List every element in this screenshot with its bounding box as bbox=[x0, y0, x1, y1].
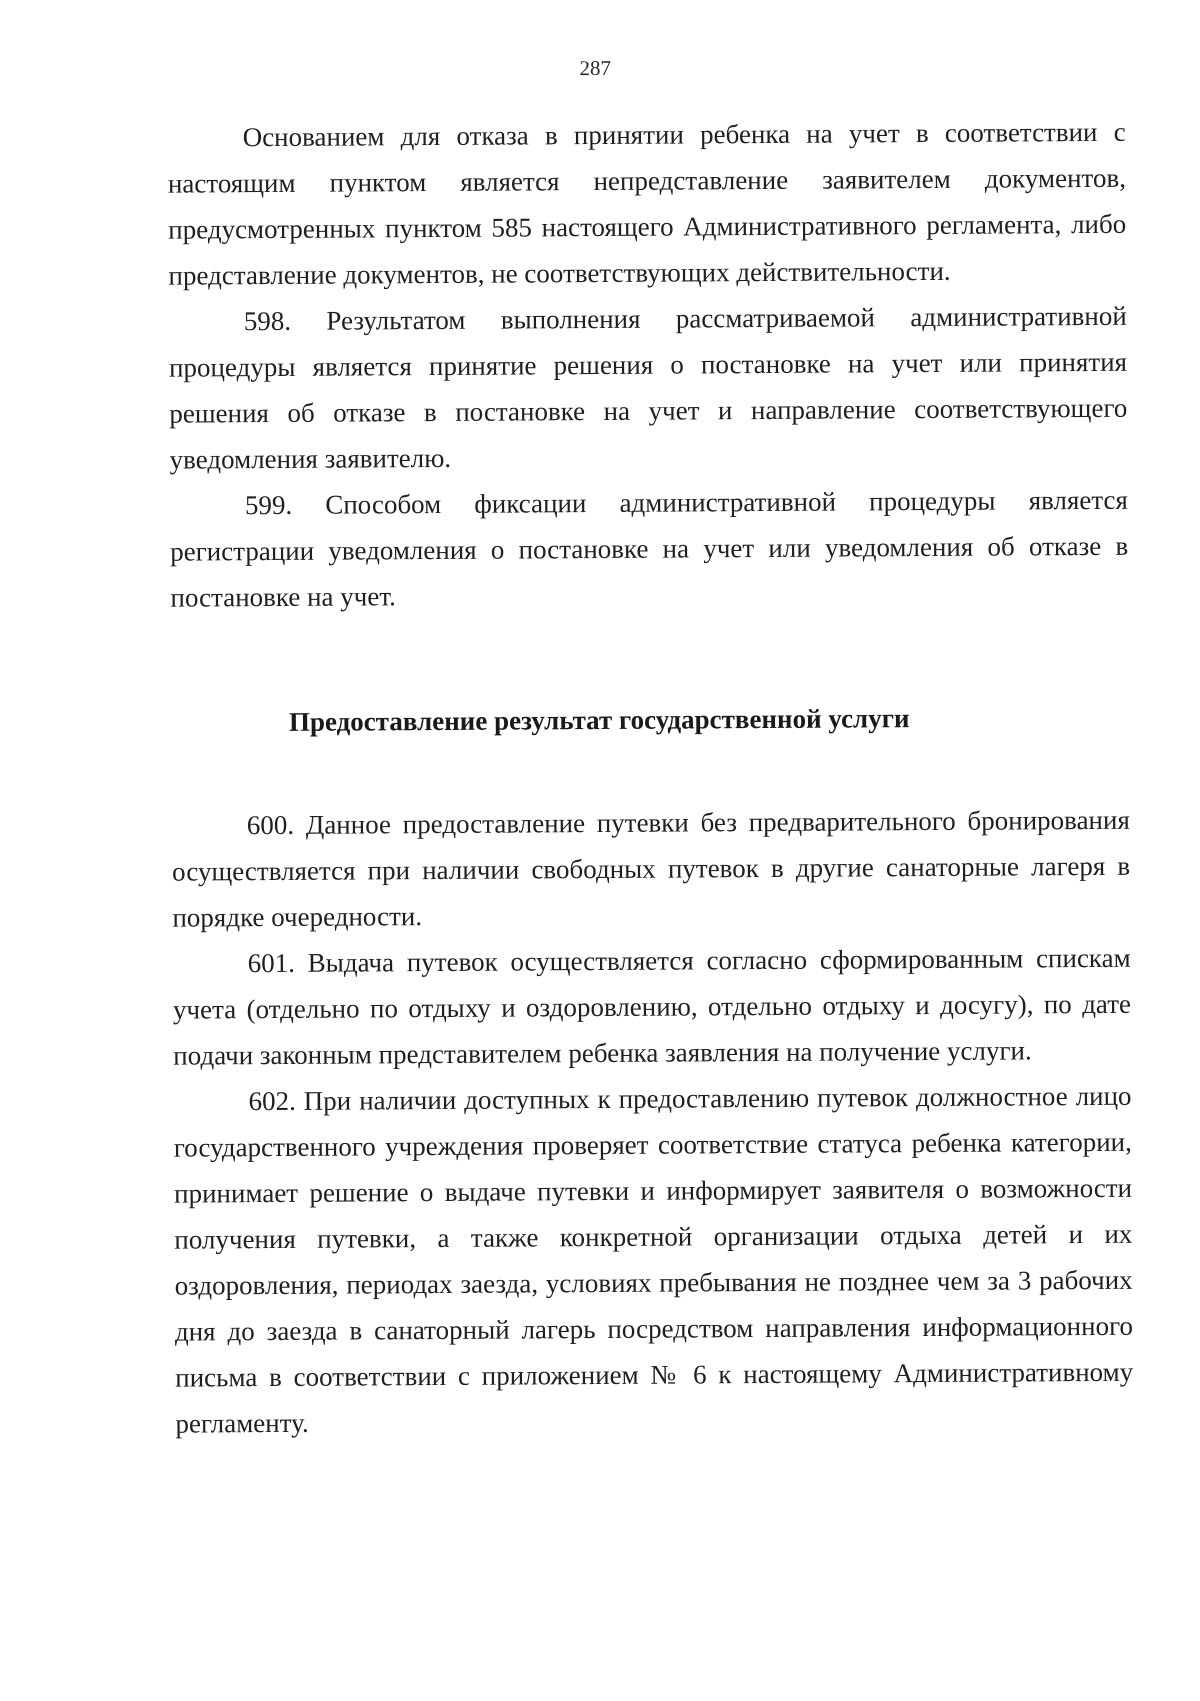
paragraph-600: 600. Данное предоставление путевки без предварительного бронирования осуществляется при наличии свободных путевок в другие санаторные лагеря в порядке очередности. bbox=[172, 804, 1131, 933]
paragraph-598: 598. Результатом выполнения рассматриваемой административной процедуры является принятие решения о постановке на учет или принятия решения об отказе в постановке на учет и направление соответствующего уведомления заявителю. bbox=[168, 300, 1128, 475]
paragraphs-bottom bbox=[172, 797, 1134, 1447]
paragraph-601: 601. Выдача путевок осуществляется согласно сформированным спискам учета (отдельно по отдыху и оздоровлению, отдельно отдыху и досугу), по дате подачи законным представителем ребенка заявления на получение услуги. bbox=[172, 942, 1132, 1071]
section-heading: Предоставление результат государственной услуги bbox=[288, 703, 910, 737]
paragraphs-top bbox=[167, 109, 1128, 621]
paragraph-599: 599. Способом фиксации административной процедуры является регистрации уведомления о постановке на учет или уведомления об отказе в постановке на учет. bbox=[170, 484, 1129, 613]
paragraph-refusal-grounds: Основанием для отказа в принятии ребенка на учет в соответствии с настоящим пунктом является непредставление заявителем документов, предусмотренных пунктом 585 настоящего Административного регламента, либо представление документов, не соответствующих действительности. bbox=[167, 116, 1127, 291]
paragraph-602: 602. При наличии доступных к предоставлению путевок должностное лицо государственного учреждения проверяет соответствие статуса ребенка категории, принимает решение о выдаче путевки и информирует заявителя о возможности получения путевки, а также конкретной организации отдыха детей и их оздоровления, периодах заезда, условиях пребывания не позднее чем за 3 рабочих дня до заезда в санаторный лагерь посредством направления информационного письма в соответствии с приложением № 6 к настоящему Административному регламенту. bbox=[173, 1080, 1134, 1439]
page-number: 287 bbox=[579, 55, 612, 81]
